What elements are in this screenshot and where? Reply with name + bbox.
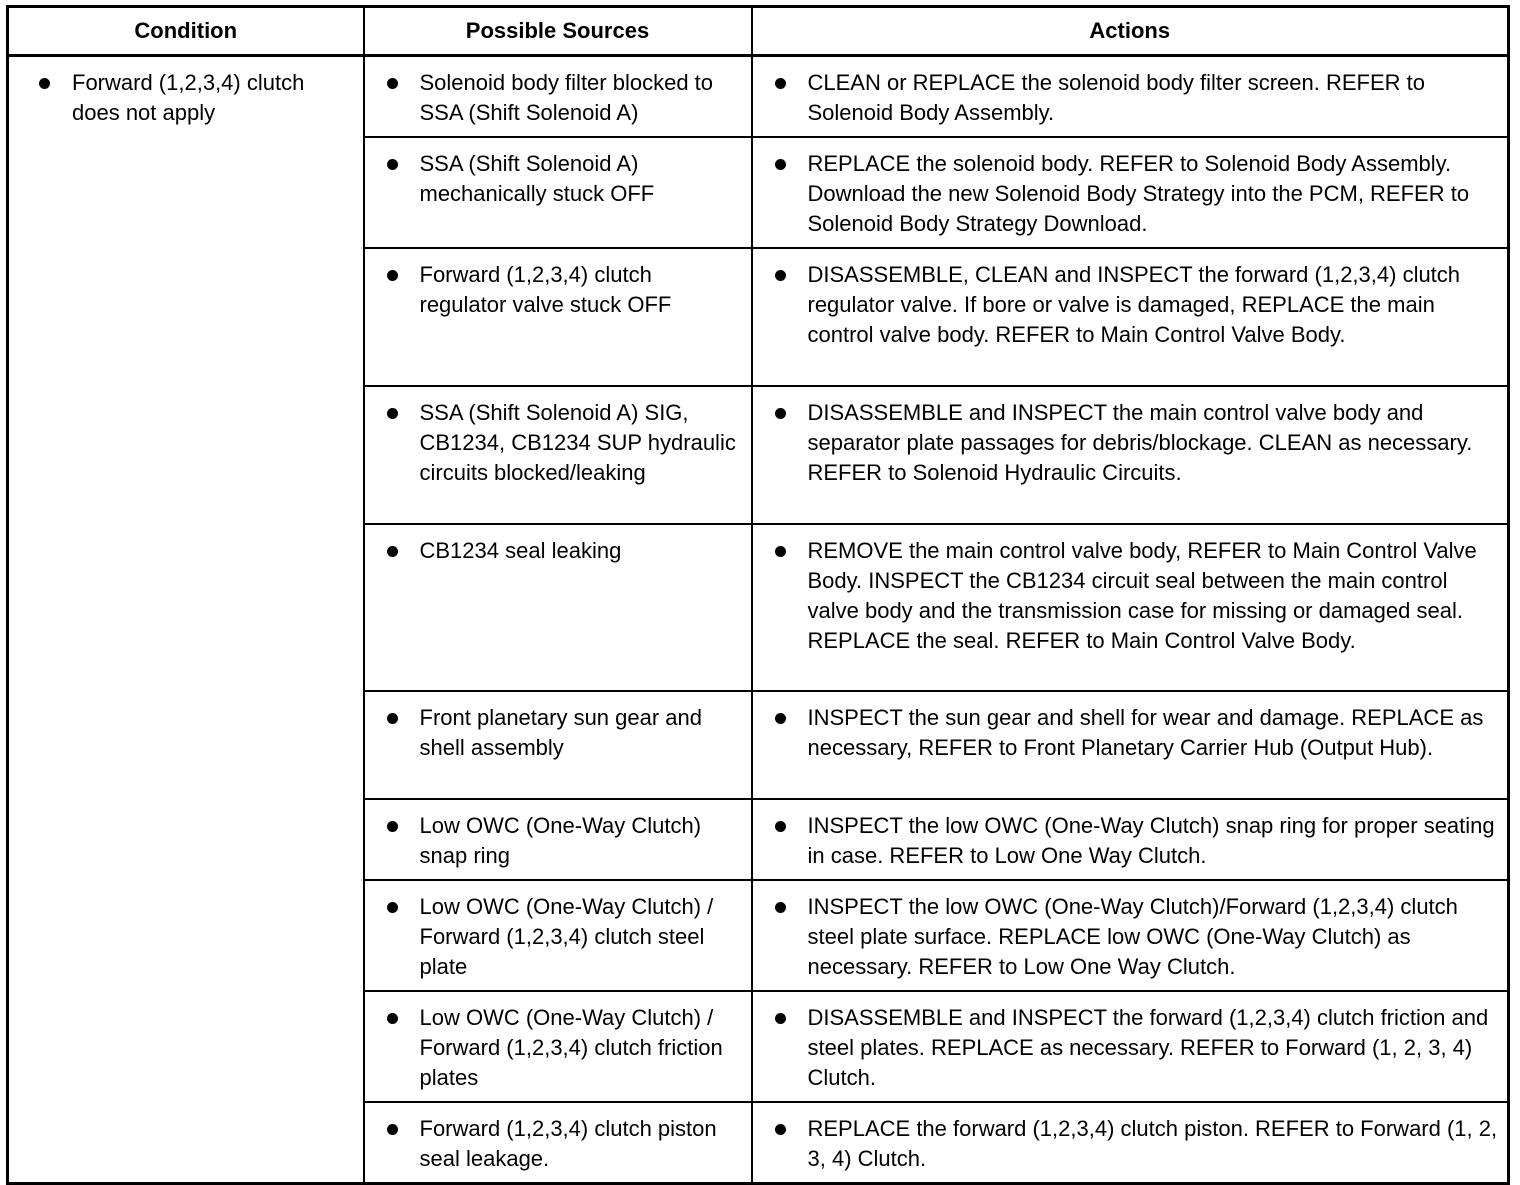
- source-cell: [364, 137, 752, 248]
- source-text: SSA (Shift Solenoid A) SIG, CB1234, CB1234 SUP hydraulic circuits blocked/leaking: [419, 400, 736, 485]
- action-cell: [752, 880, 1509, 991]
- action-text: INSPECT the sun gear and shell for wear and damage. REPLACE as necessary, REFER to Front Planetary Carrier Hub (Output Hub).: [807, 705, 1484, 760]
- source-cell: [364, 880, 752, 991]
- source-text: Low OWC (One-Way Clutch) / Forward (1,2,3,4) clutch friction plates: [419, 1005, 723, 1090]
- source-text: Solenoid body filter blocked to SSA (Shift Solenoid A): [419, 70, 714, 125]
- source-text: CB1234 seal leaking: [419, 538, 622, 563]
- source-text: Low OWC (One-Way Clutch) / Forward (1,2,3,4) clutch steel plate: [419, 894, 714, 979]
- action-text: DISASSEMBLE, CLEAN and INSPECT the forward (1,2,3,4) clutch regulator valve. If bore or valve is damaged, REPLACE the main control valve body. REFER to Main Control Valve Body.: [807, 262, 1461, 347]
- source-cell: [364, 799, 752, 880]
- bullet-icon: [775, 713, 786, 724]
- source-text: SSA (Shift Solenoid A) mechanically stuck OFF: [419, 151, 655, 206]
- bullet-icon: [775, 821, 786, 832]
- action-cell: [752, 691, 1509, 799]
- diagnosis-table: [6, 5, 1510, 1185]
- source-text: Low OWC (One-Way Clutch) snap ring: [419, 813, 702, 868]
- action-cell: [752, 991, 1509, 1102]
- action-cell: [752, 799, 1509, 880]
- source-cell: [364, 56, 752, 138]
- condition-text: Forward (1,2,3,4) clutch does not apply: [72, 70, 305, 125]
- action-text: DISASSEMBLE and INSPECT the main control valve body and separator plate passages for debris/blockage. CLEAN as necessary. REFER to Solenoid Hydraulic Circuits.: [807, 400, 1473, 485]
- bullet-icon: [387, 1013, 398, 1024]
- bullet-icon: [387, 408, 398, 419]
- bullet-icon: [775, 159, 786, 170]
- action-cell: [752, 524, 1509, 691]
- bullet-icon: [387, 270, 398, 281]
- action-cell: [752, 386, 1509, 524]
- action-text: INSPECT the low OWC (One-Way Clutch)/Forward (1,2,3,4) clutch steel plate surface. REPLACE low OWC (One-Way Clutch) as necessary. REFER to Low One Way Clutch.: [807, 894, 1458, 979]
- bullet-icon: [387, 713, 398, 724]
- action-cell: [752, 248, 1509, 386]
- action-text: DISASSEMBLE and INSPECT the forward (1,2,3,4) clutch friction and steel plates. REPLACE as necessary. REFER to Forward (1, 2, 3, 4) Clutch.: [807, 1005, 1489, 1090]
- table-row: [8, 56, 1509, 138]
- action-text: CLEAN or REPLACE the solenoid body filter screen. REFER to Solenoid Body Assembly.: [807, 70, 1425, 125]
- header-possible-sources: Possible Sources: [364, 7, 752, 56]
- bullet-icon: [775, 1124, 786, 1135]
- bullet-icon: [387, 1124, 398, 1135]
- source-text: Forward (1,2,3,4) clutch piston seal leakage.: [419, 1116, 717, 1171]
- header-row: [8, 7, 1509, 56]
- bullet-icon: [387, 902, 398, 913]
- source-cell: [364, 691, 752, 799]
- source-cell: [364, 1102, 752, 1184]
- header-condition: Condition: [8, 7, 364, 56]
- bullet-icon: [775, 408, 786, 419]
- source-cell: [364, 991, 752, 1102]
- bullet-icon: [387, 546, 398, 557]
- source-text: Forward (1,2,3,4) clutch regulator valve stuck OFF: [419, 262, 672, 317]
- bullet-icon: [39, 78, 50, 89]
- action-text: REMOVE the main control valve body, REFER to Main Control Valve Body. INSPECT the CB1234 circuit seal between the main control valve body and the transmission case for missing or damaged seal. REPLACE the seal. REFER to Main Control Valve Body.: [807, 538, 1477, 653]
- source-cell: [364, 248, 752, 386]
- action-text: REPLACE the solenoid body. REFER to Solenoid Body Assembly. Download the new Solenoid Body Strategy into the PCM, REFER to Solenoid Body Strategy Download.: [807, 151, 1470, 236]
- bullet-icon: [387, 78, 398, 89]
- bullet-icon: [775, 270, 786, 281]
- action-cell: [752, 56, 1509, 138]
- source-cell: [364, 524, 752, 691]
- header-actions: Actions: [752, 7, 1509, 56]
- condition-cell: [8, 56, 364, 1184]
- action-cell: [752, 1102, 1509, 1184]
- bullet-icon: [775, 902, 786, 913]
- bullet-icon: [775, 1013, 786, 1024]
- bullet-icon: [775, 546, 786, 557]
- source-cell: [364, 386, 752, 524]
- action-text: REPLACE the forward (1,2,3,4) clutch piston. REFER to Forward (1, 2, 3, 4) Clutch.: [807, 1116, 1498, 1171]
- source-text: Front planetary sun gear and shell assembly: [419, 705, 703, 760]
- action-text: INSPECT the low OWC (One-Way Clutch) snap ring for proper seating in case. REFER to Low One Way Clutch.: [807, 813, 1495, 868]
- bullet-icon: [387, 159, 398, 170]
- action-cell: [752, 137, 1509, 248]
- bullet-icon: [775, 78, 786, 89]
- bullet-icon: [387, 821, 398, 832]
